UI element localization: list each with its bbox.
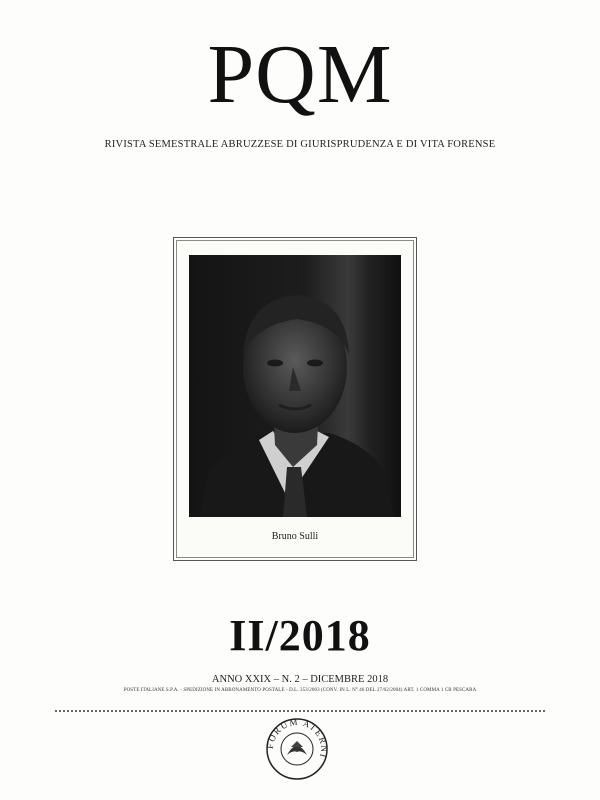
portrait-image [189,255,401,517]
publisher-seal-icon [265,717,329,781]
svg-text:FORUM ATERNI [265,717,329,760]
issue-year-line: ANNO XXIX – N. 2 – DICEMBRE 2018 [211,674,389,685]
journal-subtitle: RIVISTA SEMESTRALE ABRUZZESE DI GIURISPRUDENZA E DI VITA FORENSE [104,139,496,150]
journal-title: PQM [207,28,393,121]
portrait-photo [189,255,401,517]
portrait-caption: Bruno Sulli [271,531,319,542]
portrait-frame [173,237,417,561]
publisher-logo-text: FORUM ATERNI [265,717,329,760]
postal-notice: POSTE ITALIANE S.P.A. - SPEDIZIONE IN ABBONAMENTO POSTALE - D.L. 353/2003 (CONV. IN L. N° 46 DEL 27/02/2004) ART. 1 COMMA 1 CB PESCARA [123,688,477,693]
divider-rule [55,710,545,712]
issue-number: II/2018 [229,611,371,660]
